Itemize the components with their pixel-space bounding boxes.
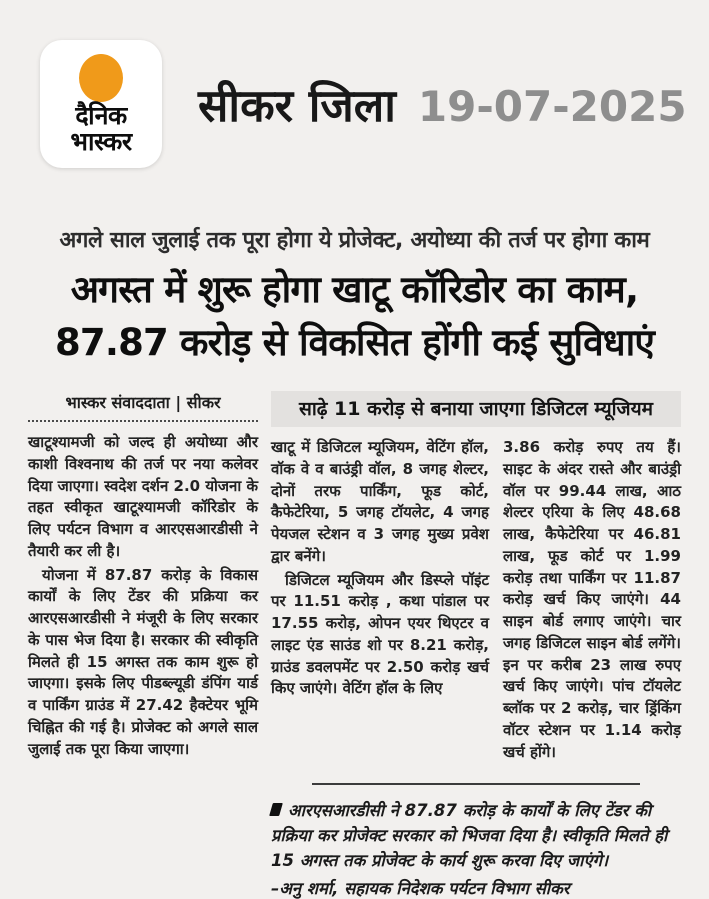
- quote-text: आरएसआरडीसी ने 87.87 करोड़ के कार्यों के लिए टेंडर की प्रक्रिया कर प्रोजेक्ट सरकार को भिजवा दिया है। स्वीकृति मिलते ही 15 अगस्त तक प्रोजेक्ट के कार्य शुरू करवा दिए जाएंगे।: [271, 801, 668, 870]
- page-date: 19-07-2025: [417, 81, 687, 131]
- quote-divider: [312, 783, 640, 785]
- logo-line2: भास्कर: [70, 126, 132, 156]
- byline: भास्कर संवाददाता | सीकर: [28, 391, 258, 422]
- article: [0, 224, 709, 899]
- left-paragraph-2: योजना में 87.87 करोड़ के विकास कार्यों के लिए टेंडर की प्रक्रिया कर आरएसआरडीसी ने मंजूरी के लिए सरकार के पास भेज दिया है। सरकार की स्वीकृति मिलते ही 15 अगस्त तक काम शुरू हो जाएगा। इसके लिए पीडब्ल्यूडी डंपिंग यार्ड व पार्किंग ग्राउंड में 27.42 हैक्टेयर भूमि चिह्नित की गई है। प्रोजेक्ट को अगले साल जुलाई तक पूरा किया जाएगा।: [28, 565, 258, 758]
- main-headline: [28, 264, 681, 369]
- two-column-block: [271, 437, 681, 765]
- title-row: [198, 74, 687, 135]
- masthead: [0, 0, 709, 168]
- quote-flag-icon: [269, 803, 283, 816]
- sub-headline: साढ़े 11 करोड़ से बनाया जाएगा डिजिटल म्यूजियम: [271, 391, 681, 427]
- page-title: सीकर जिला: [198, 78, 396, 132]
- article-body: [28, 391, 681, 899]
- logo-text: [70, 103, 131, 154]
- left-paragraph-1: खाटूश्यामजी को जल्द ही अयोध्या और काशी विश्वनाथ की तर्ज पर नया कलेवर दिया जाएगा। स्वदेश दर्शन 2.0 योजना के तहत स्वीकृत खाटूश्यामजी कॉरिडोर के लिए पर्यटन विभाग व आरएसआरडीसी ने तैयारी कर ली है।: [28, 433, 258, 560]
- headline-line-2: 87.87 करोड़ से विकसित होंगी कई सुविधाएं: [54, 320, 655, 364]
- headline-line-1: अगस्त में शुरू होगा खाटू कॉरिडोर का काम,: [70, 268, 639, 311]
- official-quote: [271, 799, 681, 873]
- middle-paragraph-1: खाटू में डिजिटल म्यूजियम, वेटिंग हॉल, वॉक वे व बाउंड्री वॉल, 8 जगह शेल्टर, दोनों तरफ पार्किंग, फूड कोर्ट, कैफेटेरिया, 5 जगह टॉयलेट, 4 जगह पेयजल स्टेशन व 3 जगह मुख्य प्रवेश द्वार बनेंगे।: [271, 438, 489, 565]
- sun-dot-icon: [79, 54, 123, 102]
- right-section: [271, 391, 681, 899]
- middle-paragraph-2: डिजिटल म्यूजियम और डिस्प्ले पॉइंट पर 11.51 करोड़ , कथा पांडाल पर 17.55 करोड़, ओपन एयर थिएटर व लाइट एंड साउंड शो पर 8.21 करोड़, ग्राउंड डवलपमेंट पर 2.50 करोड़ खर्च किए जाएंगे। वेटिंग हॉल के लिए: [271, 570, 489, 698]
- dainik-bhaskar-logo: [40, 40, 162, 168]
- quote-attribution: –अनु शर्मा, सहायक निदेशक पर्यटन विभाग सीकर: [271, 878, 570, 898]
- logo-line1: दैनिक: [75, 101, 127, 130]
- right-column: [503, 437, 681, 765]
- right-paragraph-1: 3.86 करोड़ रुपए तय हैं। साइट के अंदर रास्ते और बाउंड्री वॉल पर 99.44 लाख, आठ शेल्टर एरिया के लिए 48.68 लाख, कैफेटेरिया पर 46.81 लाख, फूड कोर्ट पर 1.99 करोड़ तथा पार्किंग पर 11.87 करोड़ खर्च किए जाएंगे। 44 साइन बोर्ड लगाए जाएंगे। चार जगह डिजिटल साइन बोर्ड लगेंगे। इन पर करीब 23 लाख रुपए खर्च किए जाएंगे। पांच टॉयलेट ब्लॉक पर 2 करोड़, चार ड्रिंकिंग वॉटर स्टेशन पर 1.14 करोड़ खर्च होंगे।: [503, 438, 681, 761]
- left-column: [28, 391, 258, 899]
- middle-column: [271, 437, 489, 765]
- kicker-line: अगले साल जुलाई तक पूरा होगा ये प्रोजेक्ट, अयोध्या की तर्ज पर होगा काम: [59, 228, 650, 253]
